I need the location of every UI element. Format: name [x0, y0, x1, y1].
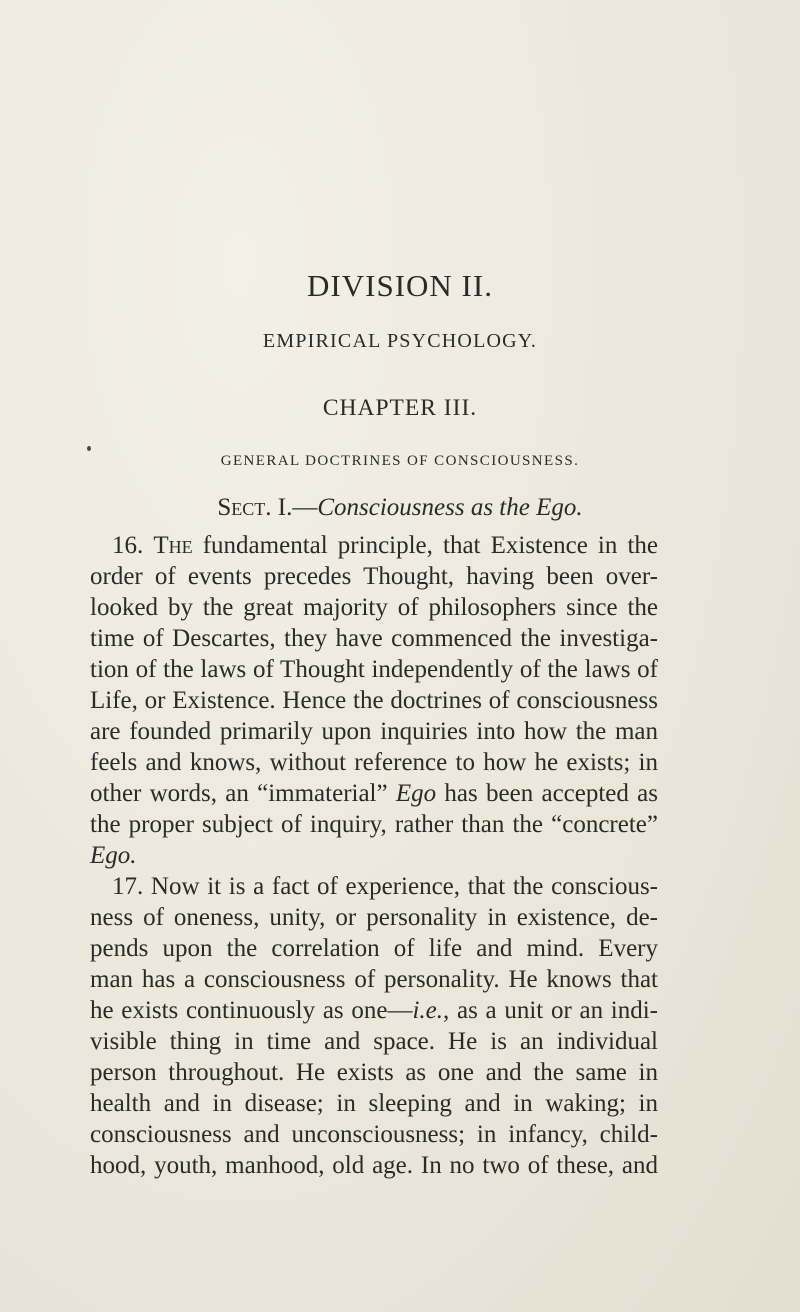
text-line: are founded primarily upon inquiries into how the man [90, 718, 658, 745]
paragraph-17 [90, 871, 658, 1181]
section-label: Sect. I.— [217, 494, 318, 521]
text-line: the proper subject of inquiry, rather than the “concrete” [90, 811, 658, 838]
text-line: pends upon the correlation of life and mind. Every [90, 935, 658, 962]
line-text: he exists continuously as one— [90, 997, 413, 1024]
text-line: visible thing in time and space. He is an individual [90, 1028, 658, 1055]
line-text: other words, an “immaterial” [90, 780, 396, 807]
ink-speck [87, 446, 91, 451]
section-title: Consciousness as the Ego. [317, 494, 583, 521]
line-text: fundamental principle, that Existence in the [192, 532, 658, 559]
paragraph-16 [90, 530, 658, 871]
text-line: looked by the great majority of philosophers since the [90, 594, 658, 621]
line-text: , as a unit or an indi- [443, 997, 658, 1024]
text-line: tion of the laws of Thought independently of the laws of [90, 656, 658, 683]
text-line: consciousness and unconsciousness; in infancy, child- [90, 1121, 658, 1148]
text-line: person throughout. He exists as one and the same in [90, 1059, 658, 1086]
text-line: ness of oneness, unity, or personality in existence, de- [90, 904, 658, 931]
text-line [90, 995, 658, 1026]
italic-word: Ego. [90, 842, 137, 869]
line-text: has been accepted as [436, 780, 658, 807]
text-line: order of events precedes Thought, having been over- [90, 563, 658, 590]
chapter-title: GENERAL DOCTRINES OF CONSCIOUSNESS. [220, 453, 580, 469]
chapter-heading: CHAPTER III. [322, 395, 478, 421]
text-line: man has a consciousness of personality. He knows that [90, 966, 658, 993]
text-line [90, 530, 658, 561]
division-heading: DIVISION II. [307, 268, 493, 303]
text-line: hood, youth, manhood, old age. In no two of these, and [90, 1152, 658, 1179]
section-heading [0, 494, 800, 522]
text-line: health and in disease; in sleeping and in waking; in [90, 1090, 658, 1117]
paragraph-number: 16. [112, 532, 154, 559]
text-line: time of Descartes, they have commenced the investiga- [90, 625, 658, 652]
small-caps-word: The [153, 532, 193, 559]
text-line: feels and knows, without reference to how he exists; in [90, 749, 658, 776]
text-line [90, 840, 658, 871]
text-line: Life, or Existence. Hence the doctrines of consciousness [90, 687, 658, 714]
italic-word: Ego [395, 780, 437, 807]
text-line: 17. Now it is a fact of experience, that the conscious- [112, 873, 658, 900]
italic-word: i.e. [412, 997, 444, 1024]
subject-heading: EMPIRICAL PSYCHOLOGY. [262, 330, 538, 352]
text-line [90, 778, 658, 809]
